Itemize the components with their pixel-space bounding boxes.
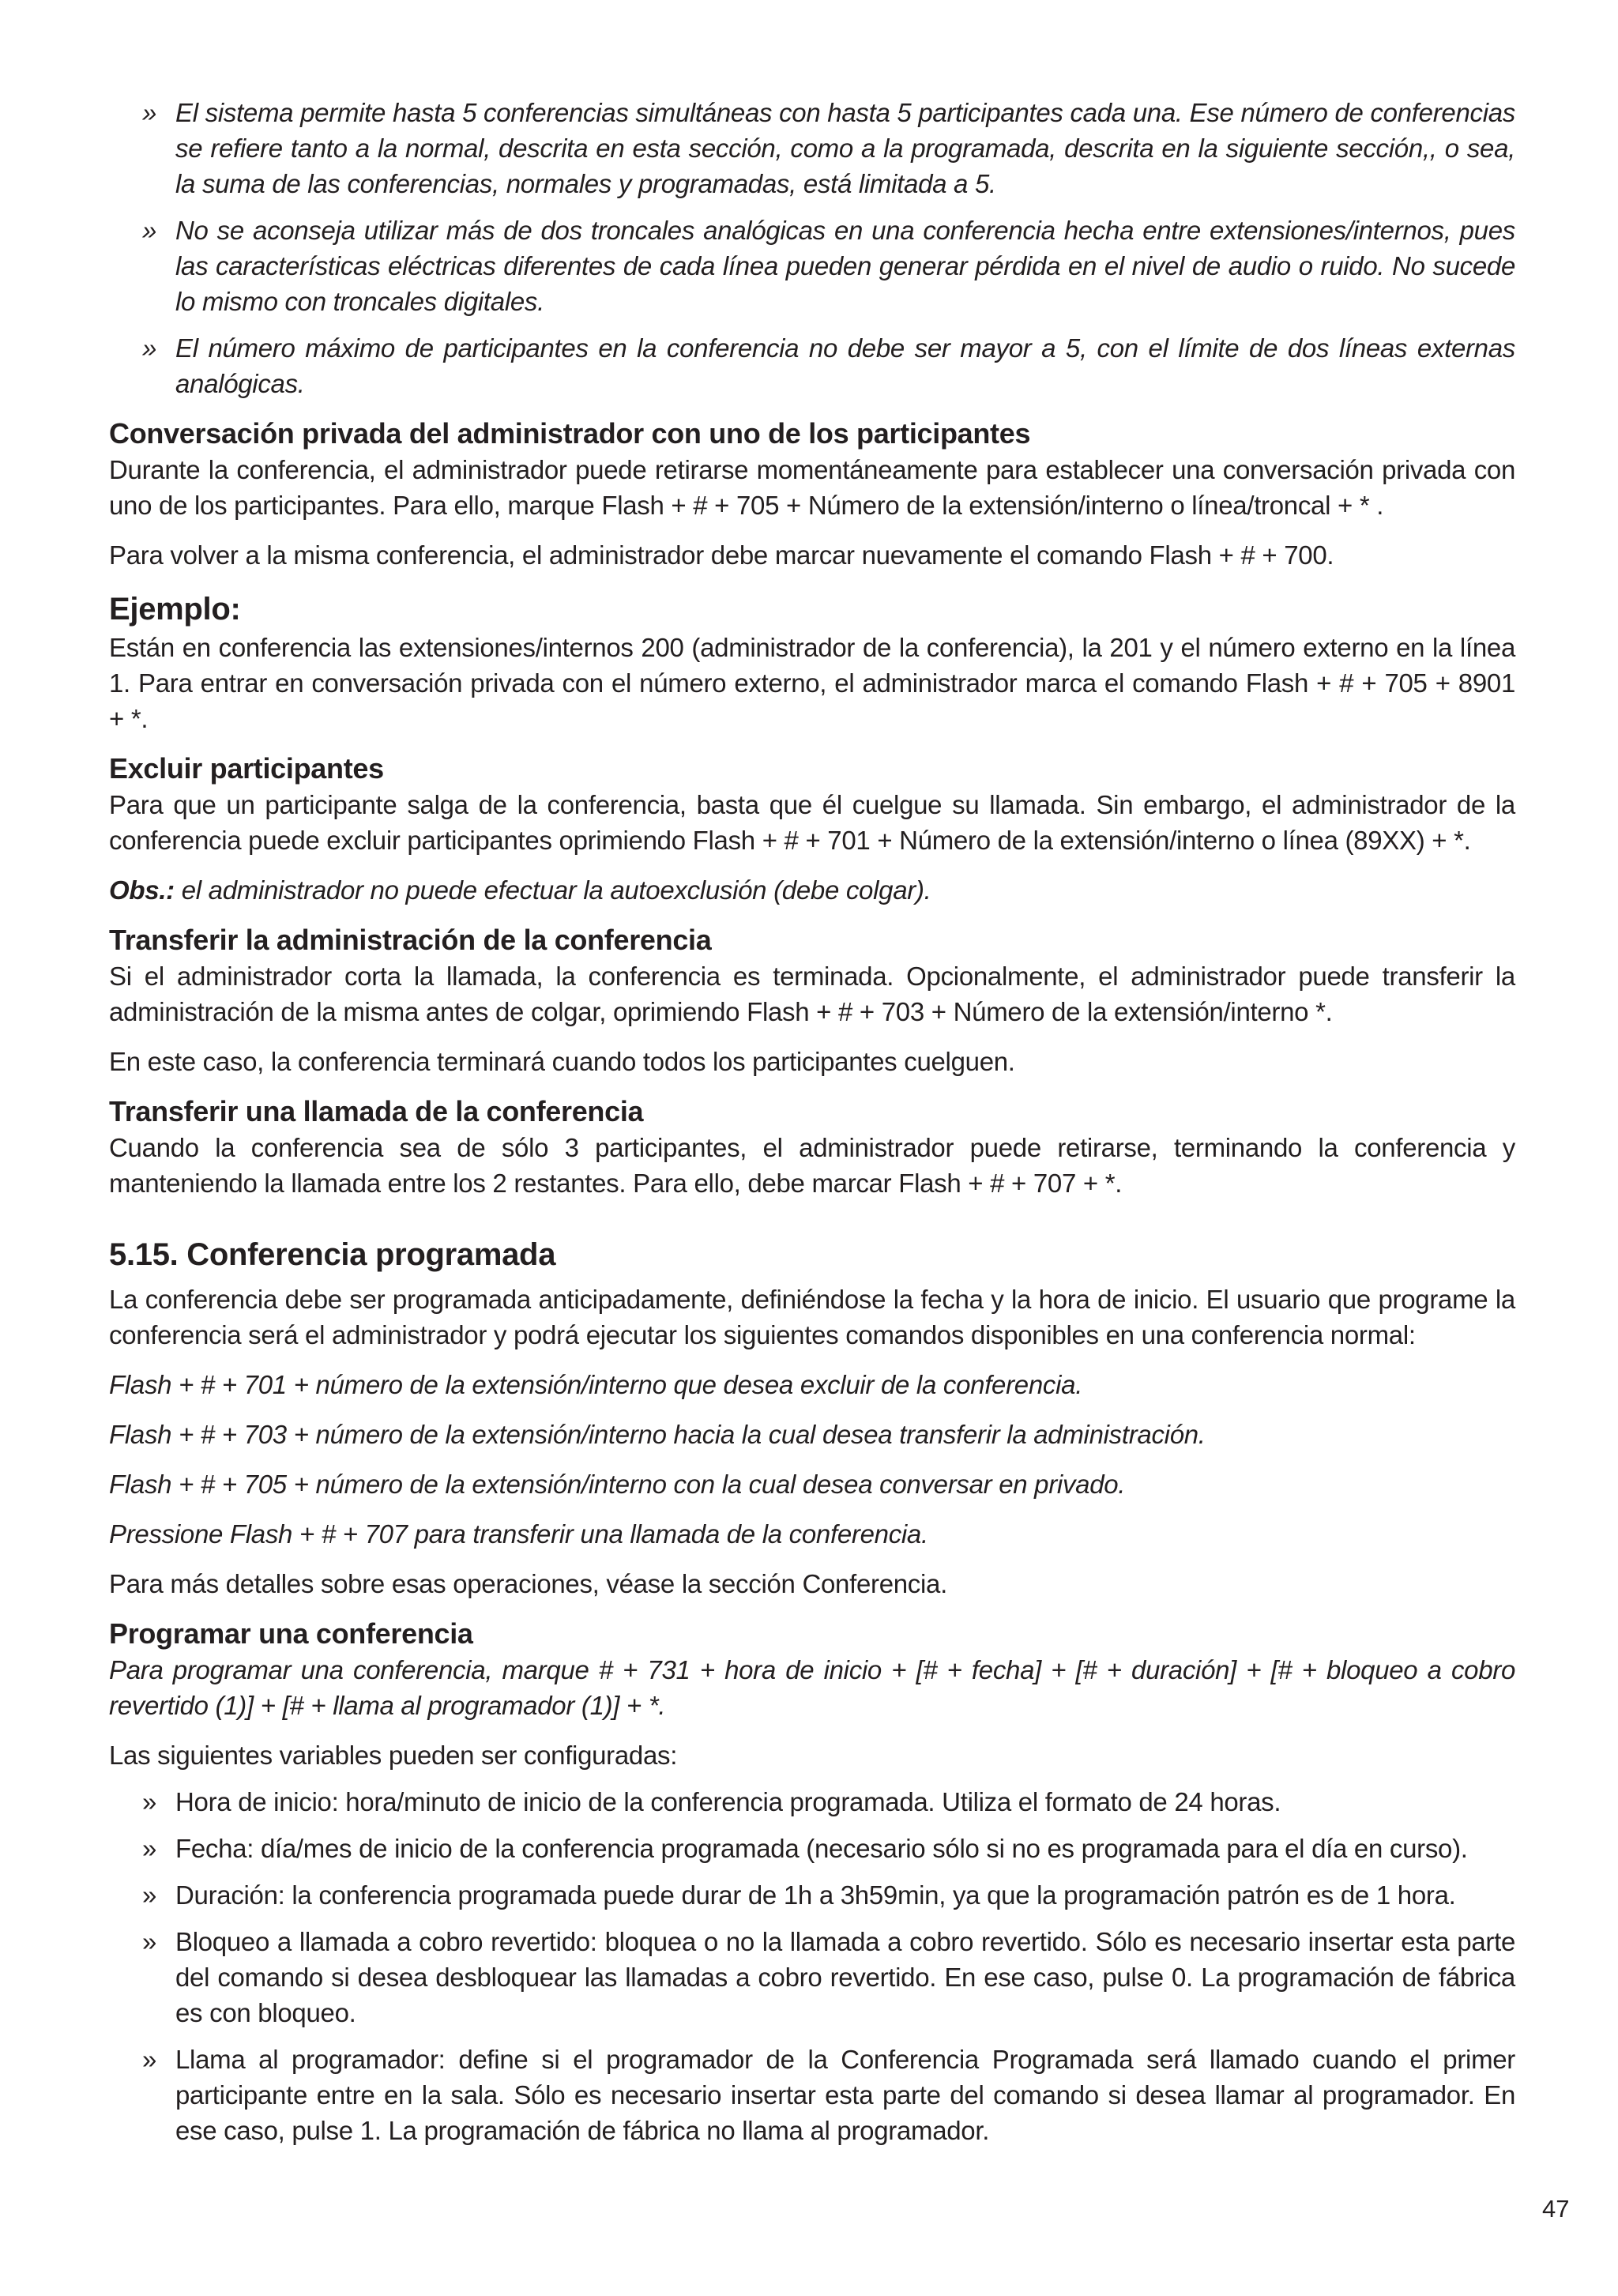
command-transfer-call: Pressione Flash + # + 707 para transferir una llamada de la conferencia. — [109, 1519, 928, 1549]
page-number: 47 — [1542, 2195, 1570, 2223]
obs-text: el administrador no puede efectuar la autoexclusión (debe colgar). — [174, 875, 931, 905]
bullet-marker: » — [142, 1927, 157, 1956]
intro-bullet — [109, 213, 1515, 319]
section-515-heading: 5.15. Conferencia programada — [109, 1237, 556, 1272]
section-515-more-info: Para más detalles sobre esas operaciones, véase la sección Conferencia. — [109, 1569, 947, 1598]
bullet-marker: » — [142, 333, 157, 363]
variable-item — [109, 1784, 1515, 1820]
variable-text: Llama al programador: define si el programador de la Conferencia Programada será llamado cuando el primer participante entre en la sala. Sólo es necesario insertar esta parte del comando si desea llamar al programador. En ese caso, pulse 1. La programación de fábrica no llama al programador. — [175, 2045, 1515, 2145]
bullet-text: No se aconseja utilizar más de dos troncales analógicas en una conferencia hecha entre extensiones/internos, pues las características eléctricas diferentes de cada línea pueden generar pérdida en el nivel de audio o ruido. No sucede lo mismo con troncales digitales. — [175, 216, 1515, 316]
transfer-call-paragraph: Cuando la conferencia sea de sólo 3 participantes, el administrador puede retirarse, terminando la conferencia y manteniendo la llamada entre los 2 restantes. Para ello, debe marcar Flash + # + 707 + *. — [109, 1133, 1515, 1198]
intro-bullet — [109, 95, 1515, 201]
variable-text: Bloqueo a llamada a cobro revertido: bloquea o no la llamada a cobro revertido. Sólo es necesario insertar esta parte del comando si desea desbloquear las llamadas a cobro revertido. En ese caso, pulse 0. La programación de fábrica es con bloqueo. — [175, 1927, 1515, 2027]
private-conversation-heading: Conversación privada del administrador con uno de los participantes — [109, 417, 1031, 450]
program-command: Para programar una conferencia, marque # + 731 + hora de inicio + [# + fecha] + [# + duración] + [# + bloqueo a cobro revertido (1)] + [# + llama al programador (1)] + *. — [109, 1655, 1515, 1720]
bullet-marker: » — [142, 2045, 157, 2074]
bullet-marker: » — [142, 216, 157, 245]
private-conversation-return: Para volver a la misma conferencia, el administrador debe marcar nuevamente el comando Flash + # + 700. — [109, 540, 1334, 570]
transfer-admin-heading: Transferir la administración de la conferencia — [109, 924, 712, 956]
bullet-text: El número máximo de participantes en la conferencia no debe ser mayor a 5, con el límite de dos líneas externas analógicas. — [175, 333, 1515, 398]
variable-item — [109, 1877, 1515, 1913]
exclude-observation — [109, 872, 1515, 908]
transfer-admin-note: En este caso, la conferencia terminará cuando todos los participantes cuelguen. — [109, 1047, 1015, 1076]
section-515-intro: La conferencia debe ser programada anticipadamente, definiéndose la fecha y la hora de inicio. El usuario que programe la conferencia será el administrador y podrá ejecutar los siguientes comandos disponibles en una conferencia normal: — [109, 1285, 1515, 1349]
exclude-paragraph: Para que un participante salga de la conferencia, basta que él cuelgue su llamada. Sin embargo, el administrador de la conferencia puede excluir participantes oprimiendo Flash + # + 701 + Número de la extensión/interno o línea (89XX) + *. — [109, 790, 1515, 855]
bullet-text: El sistema permite hasta 5 conferencias simultáneas con hasta 5 participantes cada una. Ese número de conferencias se refiere tanto a la normal, descrita en esta sección, como a la programada, descrita en la siguiente sección,, o sea, la suma de las conferencias, normales y programadas, está limitada a 5. — [175, 98, 1515, 198]
program-variables-intro: Las siguientes variables pueden ser configuradas: — [109, 1741, 678, 1770]
command-private: Flash + # + 705 + número de la extensión/interno con la cual desea conversar en privado. — [109, 1470, 1126, 1499]
obs-label: Obs.: — [109, 875, 175, 905]
program-heading: Programar una conferencia — [109, 1617, 473, 1650]
variable-text: Duración: la conferencia programada puede durar de 1h a 3h59min, ya que la programación patrón es de 1 hora. — [175, 1880, 1456, 1910]
example-heading: Ejemplo: — [109, 592, 241, 627]
private-conversation-paragraph: Durante la conferencia, el administrador puede retirarse momentáneamente para establecer una conversación privada con uno de los participantes. Para ello, marque Flash + # + 705 + Número de la extensión/interno o línea/troncal + * . — [109, 455, 1515, 520]
bullet-marker: » — [142, 1880, 157, 1910]
variable-text: Fecha: día/mes de inicio de la conferencia programada (necesario sólo si no es programada para el día en curso). — [175, 1834, 1468, 1863]
variable-text: Hora de inicio: hora/minuto de inicio de la conferencia programada. Utiliza el formato de 24 horas. — [175, 1787, 1281, 1816]
bullet-marker: » — [142, 98, 157, 127]
transfer-admin-paragraph: Si el administrador corta la llamada, la conferencia es terminada. Opcionalmente, el administrador puede transferir la administración de la misma antes de colgar, oprimiendo Flash + # + 703 + Número de la extensión/interno *. — [109, 962, 1515, 1026]
bullet-marker: » — [142, 1834, 157, 1863]
exclude-heading: Excluir participantes — [109, 752, 384, 785]
variable-item — [109, 1831, 1515, 1866]
intro-bullet — [109, 330, 1515, 401]
transfer-call-heading: Transferir una llamada de la conferencia — [109, 1095, 644, 1127]
command-exclude: Flash + # + 701 + número de la extensión/interno que desea excluir de la conferencia. — [109, 1370, 1083, 1399]
command-transfer-admin: Flash + # + 703 + número de la extensión/interno hacia la cual desea transferir la administración. — [109, 1420, 1206, 1449]
bullet-marker: » — [142, 1787, 157, 1816]
intro-bullet-list — [109, 95, 1515, 401]
example-paragraph: Están en conferencia las extensiones/internos 200 (administrador de la conferencia), la 201 y el número externo en la línea 1. Para entrar en conversación privada con el número externo, el administrador marca el comando Flash + # + 705 + 8901 + *. — [109, 633, 1515, 733]
variable-item — [109, 2042, 1515, 2148]
variable-item — [109, 1924, 1515, 2031]
page-content — [109, 95, 1515, 2159]
variables-list — [109, 1784, 1515, 2148]
